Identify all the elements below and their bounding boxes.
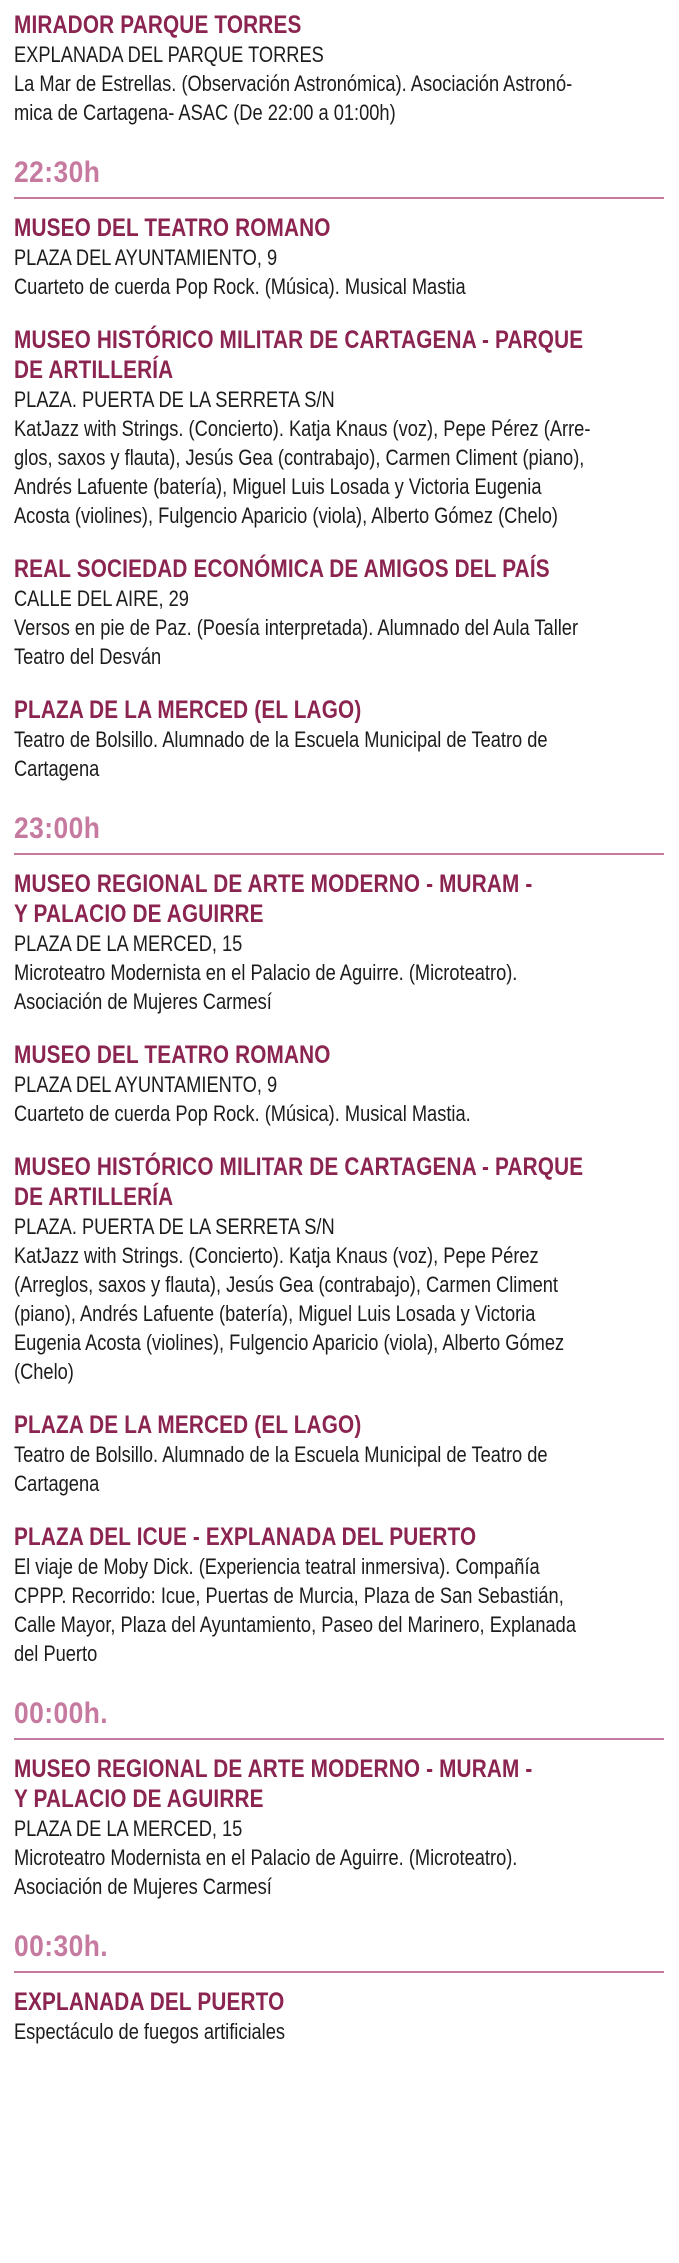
venue-name-line: EXPLANADA DEL PUERTO — [14, 1988, 285, 2016]
venue-name-line: REAL SOCIEDAD ECONÓMICA DE AMIGOS DEL PAÍS — [14, 555, 550, 583]
time-label: 00:30h. — [14, 1930, 109, 1963]
venue-name-line: DE ARTILLERÍA — [14, 356, 174, 384]
time-header — [14, 1694, 664, 1740]
event-detail-line: (piano), Andrés Lafuente (batería), Miguel Luis Losada y Victoria — [14, 1301, 536, 1326]
time-label: 00:00h. — [14, 1697, 109, 1730]
venue-name-line: MUSEO DEL TEATRO ROMANO — [14, 214, 331, 242]
venue-name — [14, 10, 663, 40]
event-details — [14, 1212, 663, 1386]
venue-name — [14, 325, 663, 385]
venue-name — [14, 213, 663, 243]
event-item — [14, 1754, 679, 1901]
event-detail-line: Andrés Lafuente (batería), Miguel Luis Losada y Victoria Eugenia — [14, 474, 542, 499]
event-address: PLAZA DE LA MERCED, 15 — [14, 931, 243, 956]
event-detail-line: CPPP. Recorrido: Icue, Puertas de Murcia, Plaza de San Sebastián, — [14, 1583, 564, 1608]
venue-name — [14, 1987, 663, 2017]
venue-name — [14, 1152, 663, 1212]
event-address: CALLE DEL AIRE, 29 — [14, 586, 189, 611]
event-address: EXPLANADA DEL PARQUE TORRES — [14, 42, 324, 67]
event-detail-line: Versos en pie de Paz. (Poesía interpretada). Alumnado del Aula Taller — [14, 615, 579, 640]
venue-name-line: MUSEO HISTÓRICO MILITAR DE CARTAGENA - PARQUE — [14, 1153, 584, 1181]
event-address: PLAZA DEL AYUNTAMIENTO, 9 — [14, 245, 278, 270]
venue-name-line: Y PALACIO DE AGUIRRE — [14, 900, 264, 928]
venue-name — [14, 869, 663, 929]
time-label: 23:00h — [14, 812, 101, 845]
event-detail-line: El viaje de Moby Dick. (Experiencia teatral inmersiva). Compañía — [14, 1554, 540, 1579]
event-detail-line: del Puerto — [14, 1641, 98, 1666]
time-section — [14, 1927, 679, 2046]
venue-name — [14, 1410, 663, 1440]
event-detail-line: Asociación de Mujeres Carmesí — [14, 989, 272, 1014]
venue-name-line: PLAZA DE LA MERCED (EL LAGO) — [14, 1411, 362, 1439]
event-item — [14, 10, 679, 127]
time-section — [14, 809, 679, 1668]
event-details — [14, 2017, 663, 2046]
venue-name-line: MUSEO HISTÓRICO MILITAR DE CARTAGENA - PARQUE — [14, 326, 584, 354]
venue-name-line: MUSEO REGIONAL DE ARTE MODERNO - MURAM - — [14, 1755, 533, 1783]
venue-name — [14, 554, 663, 584]
event-item — [14, 1522, 679, 1668]
event-item — [14, 1152, 679, 1386]
venue-name-line: MUSEO REGIONAL DE ARTE MODERNO - MURAM - — [14, 870, 533, 898]
event-details — [14, 929, 663, 1016]
time-section — [14, 1694, 679, 1901]
time-header — [14, 809, 664, 855]
venue-name-line: PLAZA DEL ICUE - EXPLANADA DEL PUERTO — [14, 1523, 477, 1551]
event-detail-line: glos, saxos y flauta), Jesús Gea (contrabajo), Carmen Climent (piano), — [14, 445, 585, 470]
event-detail-line: Cuarteto de cuerda Pop Rock. (Música). Musical Mastia — [14, 274, 466, 299]
event-detail-line: (Chelo) — [14, 1359, 74, 1384]
event-item — [14, 1987, 679, 2046]
event-detail-line: Cuarteto de cuerda Pop Rock. (Música). Musical Mastia. — [14, 1101, 471, 1126]
event-detail-line: Teatro de Bolsillo. Alumnado de la Escuela Municipal de Teatro de — [14, 727, 548, 752]
event-detail-line: Acosta (violines), Fulgencio Aparicio (viola), Alberto Gómez (Chelo) — [14, 503, 558, 528]
event-details — [14, 584, 663, 671]
time-section — [14, 153, 679, 783]
venue-name — [14, 1040, 663, 1070]
schedule-list — [14, 10, 679, 2046]
venue-name-line: MUSEO DEL TEATRO ROMANO — [14, 1041, 331, 1069]
event-details — [14, 1440, 663, 1498]
event-address: PLAZA DEL AYUNTAMIENTO, 9 — [14, 1072, 278, 1097]
event-details — [14, 725, 663, 783]
event-detail-line: Asociación de Mujeres Carmesí — [14, 1874, 272, 1899]
event-detail-line: KatJazz with Strings. (Concierto). Katja Knaus (voz), Pepe Pérez — [14, 1243, 539, 1268]
event-address: PLAZA DE LA MERCED, 15 — [14, 1816, 243, 1841]
time-header — [14, 1927, 664, 1973]
event-detail-line: (Arreglos, saxos y flauta), Jesús Gea (contrabajo), Carmen Climent — [14, 1272, 558, 1297]
event-detail-line: Microteatro Modernista en el Palacio de Aguirre. (Microteatro). — [14, 1845, 518, 1870]
event-detail-line: PLAZA. PUERTA DE LA SERRETA S/N — [14, 387, 335, 412]
time-header — [14, 153, 664, 199]
event-details — [14, 385, 663, 530]
venue-name-line: MIRADOR PARQUE TORRES — [14, 11, 302, 39]
event-detail-line: Cartagena — [14, 1471, 100, 1496]
event-detail-line: Espectáculo de fuegos artificiales — [14, 2019, 286, 2044]
event-details — [14, 1814, 663, 1901]
event-details — [14, 40, 663, 127]
event-detail-line: KatJazz with Strings. (Concierto). Katja Knaus (voz), Pepe Pérez (Arre- — [14, 416, 591, 441]
event-detail-line: Cartagena — [14, 756, 100, 781]
venue-name — [14, 1522, 663, 1552]
event-details — [14, 243, 663, 301]
event-item — [14, 554, 679, 671]
venue-name — [14, 695, 663, 725]
event-item — [14, 1410, 679, 1498]
event-detail-line: Teatro del Desván — [14, 644, 162, 669]
event-item — [14, 1040, 679, 1128]
venue-name — [14, 1754, 663, 1814]
event-item — [14, 213, 679, 301]
event-item — [14, 869, 679, 1016]
time-section — [14, 10, 679, 127]
event-detail-line: Teatro de Bolsillo. Alumnado de la Escuela Municipal de Teatro de — [14, 1442, 548, 1467]
venue-name-line: DE ARTILLERÍA — [14, 1183, 174, 1211]
event-detail-line: Calle Mayor, Plaza del Ayuntamiento, Paseo del Marinero, Explanada — [14, 1612, 577, 1637]
event-detail-line: mica de Cartagena- ASAC (De 22:00 a 01:00h) — [14, 100, 396, 125]
event-detail-line: La Mar de Estrellas. (Observación Astronómica). Asociación Astronó- — [14, 71, 573, 96]
venue-name-line: PLAZA DE LA MERCED (EL LAGO) — [14, 696, 362, 724]
event-detail-line: Microteatro Modernista en el Palacio de Aguirre. (Microteatro). — [14, 960, 518, 985]
event-item — [14, 695, 679, 783]
event-detail-line: Eugenia Acosta (violines), Fulgencio Aparicio (viola), Alberto Gómez — [14, 1330, 565, 1355]
time-label: 22:30h — [14, 156, 101, 189]
event-detail-line: PLAZA. PUERTA DE LA SERRETA S/N — [14, 1214, 335, 1239]
event-details — [14, 1552, 663, 1668]
venue-name-line: Y PALACIO DE AGUIRRE — [14, 1785, 264, 1813]
event-details — [14, 1070, 663, 1128]
event-item — [14, 325, 679, 530]
